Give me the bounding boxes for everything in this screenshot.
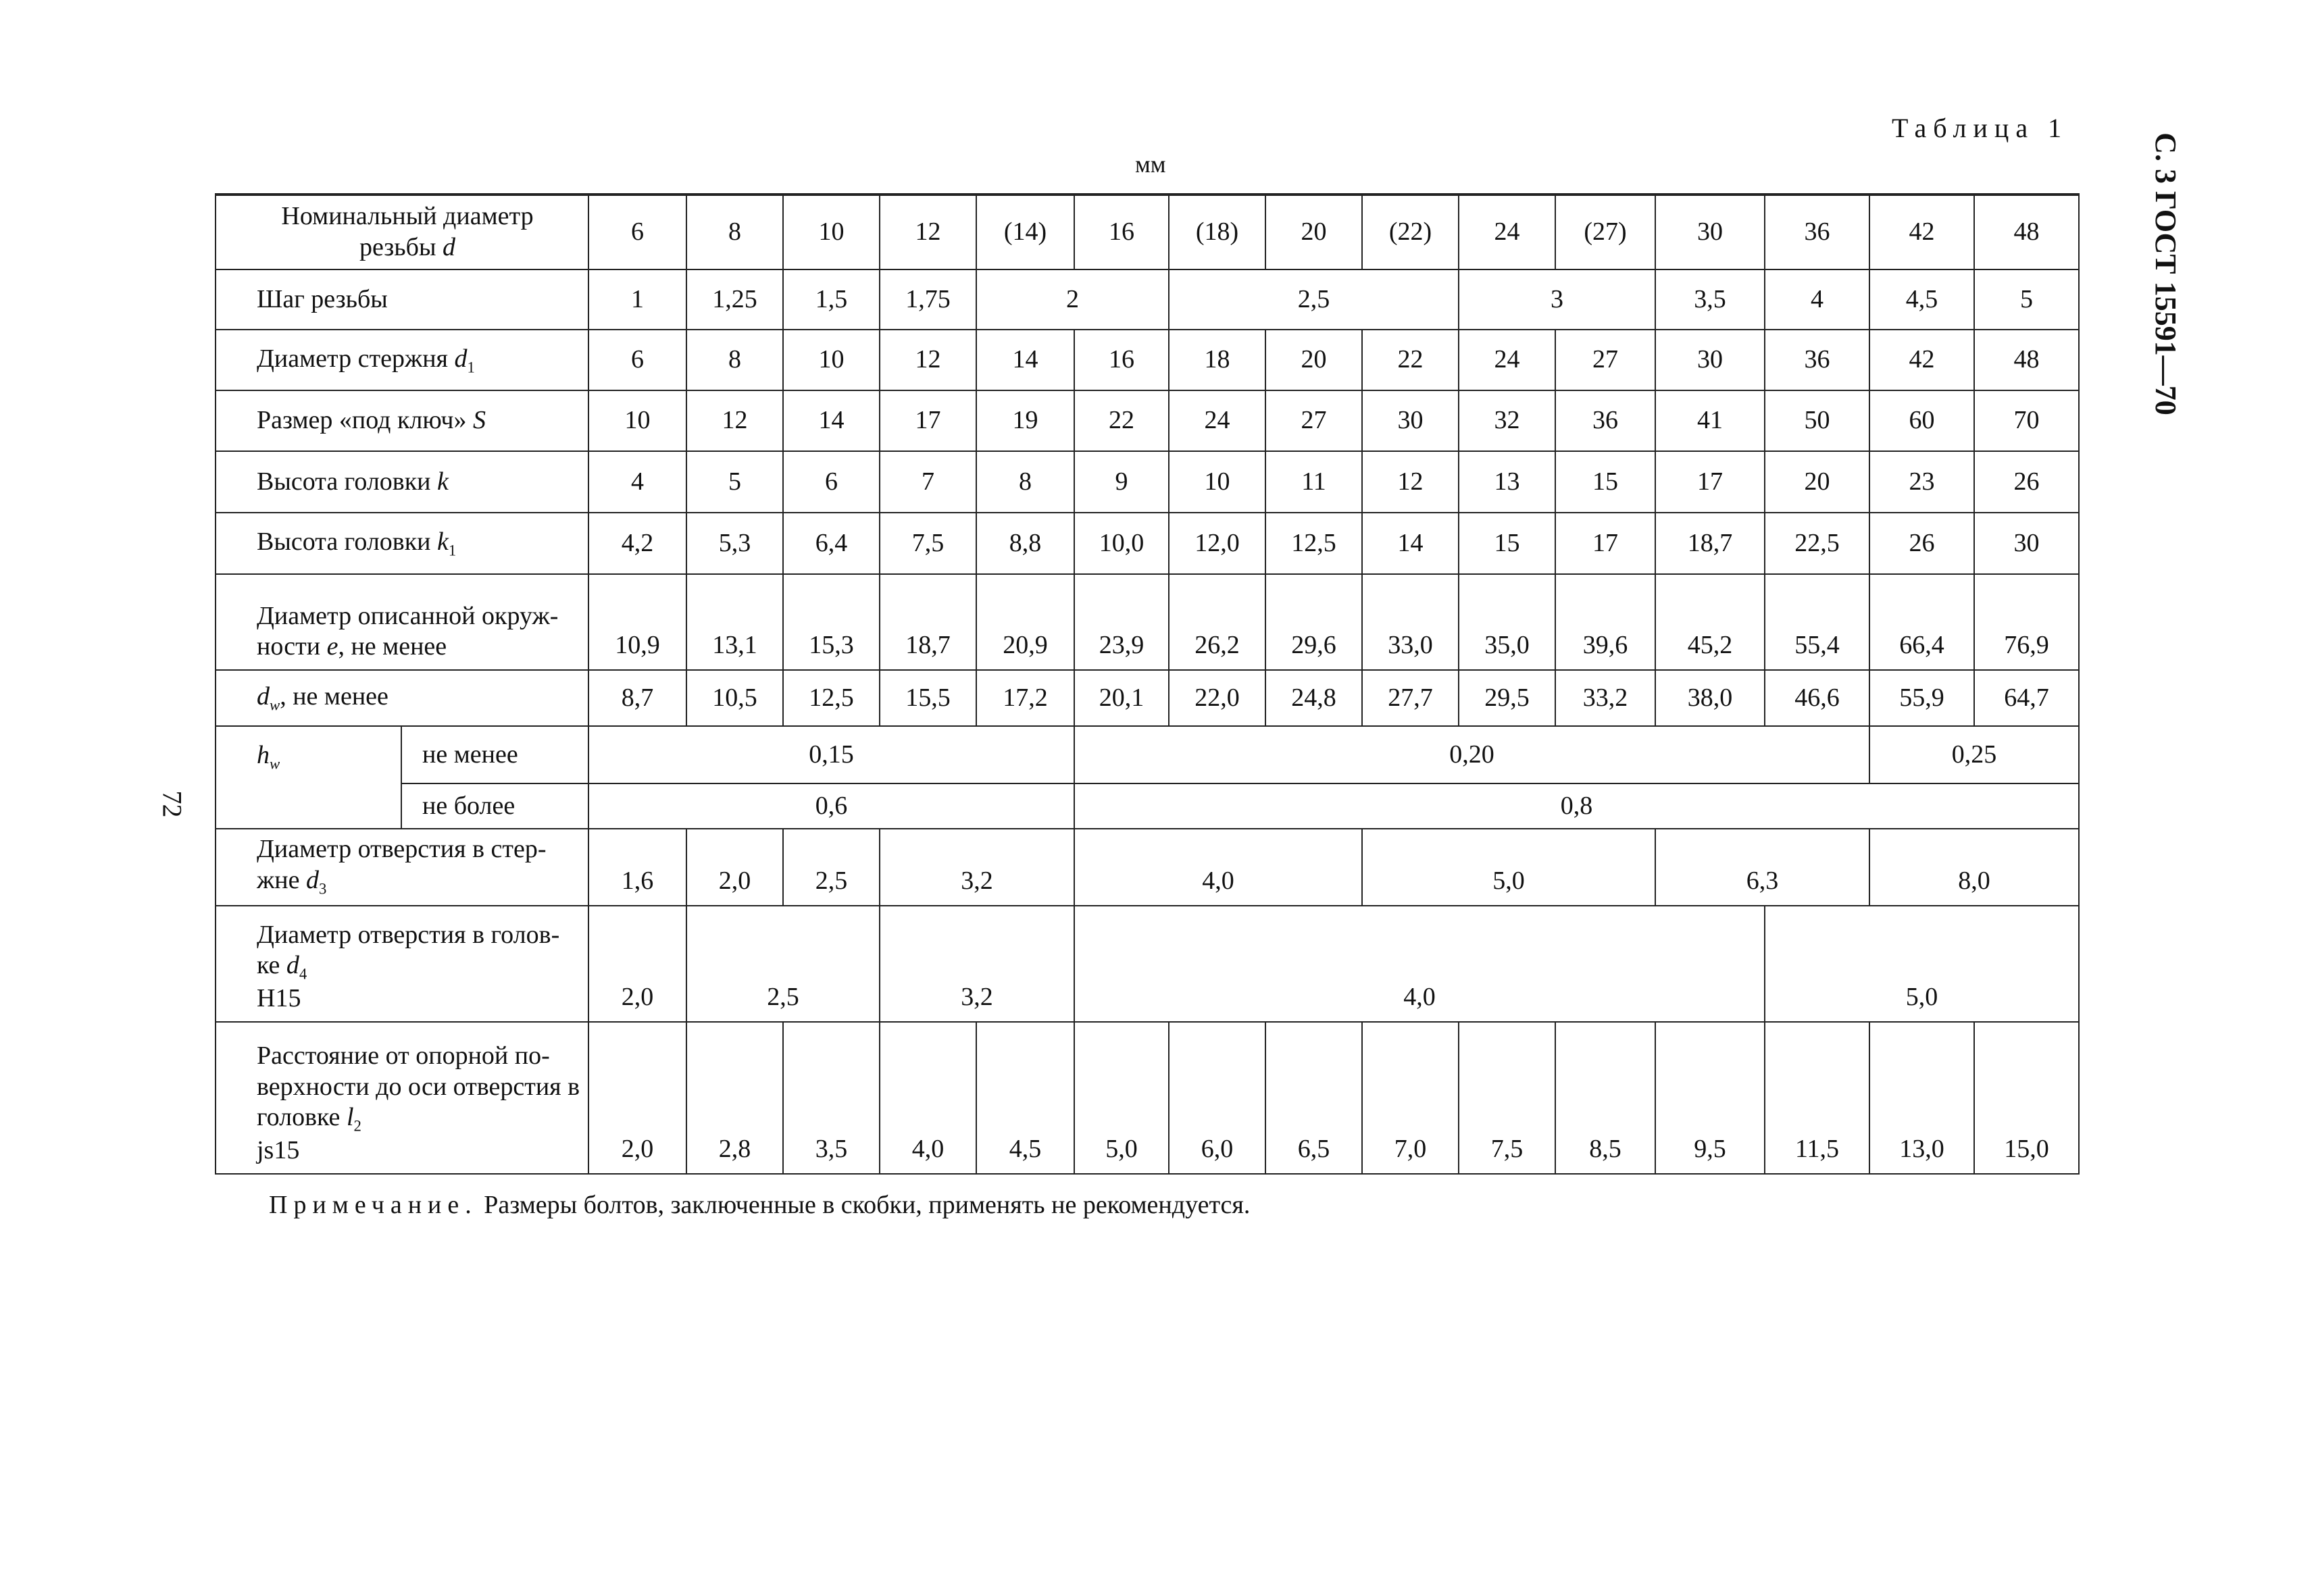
table-cell: 50 [1765, 390, 1869, 451]
table-cell: 3,5 [1655, 269, 1765, 330]
table-row [216, 195, 2079, 269]
table-cell: 17,2 [976, 670, 1074, 726]
table-cell: 7,5 [1459, 1022, 1555, 1174]
table-cell: 9,5 [1655, 1022, 1765, 1174]
table-cell: 48 [1974, 330, 2079, 390]
table-cell: 22 [1074, 390, 1169, 451]
table-cell: 23,9 [1074, 574, 1169, 670]
table-cell: 7 [880, 451, 976, 513]
table-cell: 6 [783, 451, 880, 513]
table-cell: 19 [976, 390, 1074, 451]
table-cell: 12 [880, 195, 976, 269]
table-cell: 4,0 [1074, 906, 1765, 1022]
table-cell: 30 [1655, 330, 1765, 390]
table-cell: (14) [976, 195, 1074, 269]
table-row [216, 451, 2079, 513]
table-row [216, 670, 2079, 726]
table-cell: 8,5 [1555, 1022, 1655, 1174]
table-cell: 2,5 [686, 906, 880, 1022]
table-cell: 33,2 [1555, 670, 1655, 726]
table-cell: 5,0 [1765, 906, 2079, 1022]
table-cell: 8 [686, 330, 783, 390]
table-cell: 22 [1362, 330, 1459, 390]
bolt-dimensions-table [215, 193, 2080, 1175]
row-label: Диаметр отверстия в голов- ке $d_4$ H15 [216, 906, 588, 1022]
table-cell: 18,7 [880, 574, 976, 670]
table-cell: 48 [1974, 195, 2079, 269]
table-cell: 60 [1869, 390, 1974, 451]
table-cell: 2,8 [686, 1022, 783, 1174]
table-cell: 14 [1362, 513, 1459, 574]
row-label: Расстояние от опорной по- верхности до оси отверстия в головке $l_2$ js15 [216, 1022, 588, 1174]
page-number-text: 72 [157, 790, 188, 817]
table-cell: 1,5 [783, 269, 880, 330]
table-cell: 8 [686, 195, 783, 269]
table-cell: 5,3 [686, 513, 783, 574]
row-label: Шаг резьбы [216, 269, 588, 330]
table-cell: 23 [1869, 451, 1974, 513]
table-cell: 4,0 [880, 1022, 976, 1174]
table-cell: 15,0 [1974, 1022, 2079, 1174]
table-row [216, 574, 2079, 670]
table-cell: 26,2 [1169, 574, 1265, 670]
table-cell: 36 [1765, 195, 1869, 269]
table-cell: 6,0 [1169, 1022, 1265, 1174]
table-cell: 7,0 [1362, 1022, 1459, 1174]
table-cell: 26 [1974, 451, 2079, 513]
table-cell: 2,5 [1169, 269, 1459, 330]
table-cell: 8,8 [976, 513, 1074, 574]
table-cell: 10 [783, 330, 880, 390]
table-cell: 29,6 [1265, 574, 1362, 670]
table-cell: 45,2 [1655, 574, 1765, 670]
units-label: мм [1135, 151, 1166, 178]
table-row [216, 390, 2079, 451]
table-cell: 10,0 [1074, 513, 1169, 574]
table-cell: 1,6 [588, 829, 686, 906]
table-cell: 6 [588, 195, 686, 269]
table-cell: 5 [1974, 269, 2079, 330]
table-cell: 9 [1074, 451, 1169, 513]
table-cell: 10,5 [686, 670, 783, 726]
table-cell: 22,0 [1169, 670, 1265, 726]
table-row [216, 726, 2079, 783]
table-cell: 76,9 [1974, 574, 2079, 670]
table-cell: 17 [1655, 451, 1765, 513]
table-cell: 20,1 [1074, 670, 1169, 726]
table-cell: 12 [880, 330, 976, 390]
table-cell: 13,0 [1869, 1022, 1974, 1174]
table-cell: 0,25 [1869, 726, 2079, 783]
table-row [216, 1022, 2079, 1174]
table-cell: 36 [1555, 390, 1655, 451]
table-cell: 12,5 [783, 670, 880, 726]
table-cell: 41 [1655, 390, 1765, 451]
table-cell: 32 [1459, 390, 1555, 451]
table-cell: 11,5 [1765, 1022, 1869, 1174]
table-cell: 3,2 [880, 829, 1074, 906]
table-cell: 12 [1362, 451, 1459, 513]
table-cell: 12,0 [1169, 513, 1265, 574]
table-cell: 3,5 [783, 1022, 880, 1174]
table-cell: 36 [1765, 330, 1869, 390]
table-cell: 7,5 [880, 513, 976, 574]
table-cell: 18 [1169, 330, 1265, 390]
table-cell: 29,5 [1459, 670, 1555, 726]
table-cell: 27,7 [1362, 670, 1459, 726]
table-cell: 10,9 [588, 574, 686, 670]
table-cell: 13,1 [686, 574, 783, 670]
row-label: Диаметр отверстия в стер- жне $d_3$ [216, 829, 588, 906]
table-row [216, 330, 2079, 390]
table-cell: 17 [1555, 513, 1655, 574]
table-cell: 0,6 [588, 783, 1074, 829]
table-cell: 15,3 [783, 574, 880, 670]
table-cell: 12 [686, 390, 783, 451]
table-cell: 20 [1265, 330, 1362, 390]
table-cell: 14 [976, 330, 1074, 390]
table-cell: 24 [1169, 390, 1265, 451]
table-cell: 15,5 [880, 670, 976, 726]
table-cell: 0,8 [1074, 783, 2079, 829]
table-label: Таблица 1 [1892, 113, 2069, 143]
table-cell: 15 [1459, 513, 1555, 574]
table-cell: 4,2 [588, 513, 686, 574]
row-sublabel: не более [401, 783, 588, 829]
table-cell: 1,75 [880, 269, 976, 330]
table-cell: 2 [976, 269, 1169, 330]
table-cell: 4,0 [1074, 829, 1362, 906]
row-label: Диаметр описанной окруж- ности e, не менее [216, 574, 588, 670]
table-cell: 24,8 [1265, 670, 1362, 726]
table-cell: 66,4 [1869, 574, 1974, 670]
table-cell: 16 [1074, 330, 1169, 390]
table-cell: 42 [1869, 330, 1974, 390]
table-cell: 8,7 [588, 670, 686, 726]
table-cell: 27 [1265, 390, 1362, 451]
table-cell: 2,0 [588, 906, 686, 1022]
table-cell: 46,6 [1765, 670, 1869, 726]
table-row [216, 829, 2079, 906]
table-cell: 4,5 [976, 1022, 1074, 1174]
table-cell: 14 [783, 390, 880, 451]
table-cell: 13 [1459, 451, 1555, 513]
row-label: Номинальный диаметр резьбы d [216, 195, 588, 269]
table-cell: 8,0 [1869, 829, 2079, 906]
table-cell: 0,20 [1074, 726, 1869, 783]
table-cell: 24 [1459, 330, 1555, 390]
row-label: Размер «под ключ» S [216, 390, 588, 451]
row-label: $d_w$, не менее [216, 670, 588, 726]
table-cell: 1 [588, 269, 686, 330]
standard-header [2142, 122, 2189, 426]
table-row [216, 783, 2079, 829]
row-label: Высота головки k [216, 451, 588, 513]
table-cell: 30 [1655, 195, 1765, 269]
table-cell: (18) [1169, 195, 1265, 269]
table-cell: 30 [1362, 390, 1459, 451]
table-cell: 10 [1169, 451, 1265, 513]
table-cell: 64,7 [1974, 670, 2079, 726]
table-row [216, 513, 2079, 574]
table-cell: 17 [880, 390, 976, 451]
table-note [269, 1190, 1250, 1220]
table-cell: 20 [1765, 451, 1869, 513]
row-sublabel: не менее [401, 726, 588, 783]
page-number [152, 783, 193, 824]
table-cell: 26 [1869, 513, 1974, 574]
table-cell: 5,0 [1074, 1022, 1169, 1174]
table-cell: 2,0 [686, 829, 783, 906]
table-cell: 4 [588, 451, 686, 513]
table-cell: 6,5 [1265, 1022, 1362, 1174]
table-cell: 1,25 [686, 269, 783, 330]
row-label: Высота головки $k_1$ [216, 513, 588, 574]
table-cell: (27) [1555, 195, 1655, 269]
table-cell: 12,5 [1265, 513, 1362, 574]
table-cell: 6,4 [783, 513, 880, 574]
table-cell: 22,5 [1765, 513, 1869, 574]
table-cell: 5,0 [1362, 829, 1655, 906]
table-cell: 15 [1555, 451, 1655, 513]
table-cell: 42 [1869, 195, 1974, 269]
row-label: $h_w$ [216, 726, 401, 829]
table-cell: 4 [1765, 269, 1869, 330]
table-cell: 0,15 [588, 726, 1074, 783]
standard-header-text: С. 3 ГОСТ 15591—70 [2148, 132, 2182, 415]
table-cell: 3 [1459, 269, 1655, 330]
row-label: Диаметр стержня $d_1$ [216, 330, 588, 390]
table-cell: 70 [1974, 390, 2079, 451]
table-cell: 55,4 [1765, 574, 1869, 670]
table-cell: 39,6 [1555, 574, 1655, 670]
note-prefix: Примечание. [269, 1191, 478, 1219]
table-cell: 10 [588, 390, 686, 451]
table-cell: 5 [686, 451, 783, 513]
table-cell: 24 [1459, 195, 1555, 269]
table-cell: 33,0 [1362, 574, 1459, 670]
table-cell: 55,9 [1869, 670, 1974, 726]
table-row [216, 906, 2079, 1022]
table-cell: 2,0 [588, 1022, 686, 1174]
table-cell: 30 [1974, 513, 2079, 574]
table-cell: 2,5 [783, 829, 880, 906]
table-cell: 20,9 [976, 574, 1074, 670]
table-cell: 10 [783, 195, 880, 269]
table-cell: 18,7 [1655, 513, 1765, 574]
table-cell: 6,3 [1655, 829, 1869, 906]
table-cell: 20 [1265, 195, 1362, 269]
table-cell: 6 [588, 330, 686, 390]
table-cell: 35,0 [1459, 574, 1555, 670]
table-cell: 16 [1074, 195, 1169, 269]
table-row [216, 269, 2079, 330]
note-text: Размеры болтов, заключенные в скобки, применять не рекомендуется. [484, 1191, 1251, 1219]
table-cell: 8 [976, 451, 1074, 513]
table-cell: 38,0 [1655, 670, 1765, 726]
table-cell: (22) [1362, 195, 1459, 269]
table-cell: 3,2 [880, 906, 1074, 1022]
table-cell: 4,5 [1869, 269, 1974, 330]
table-cell: 27 [1555, 330, 1655, 390]
table-cell: 11 [1265, 451, 1362, 513]
